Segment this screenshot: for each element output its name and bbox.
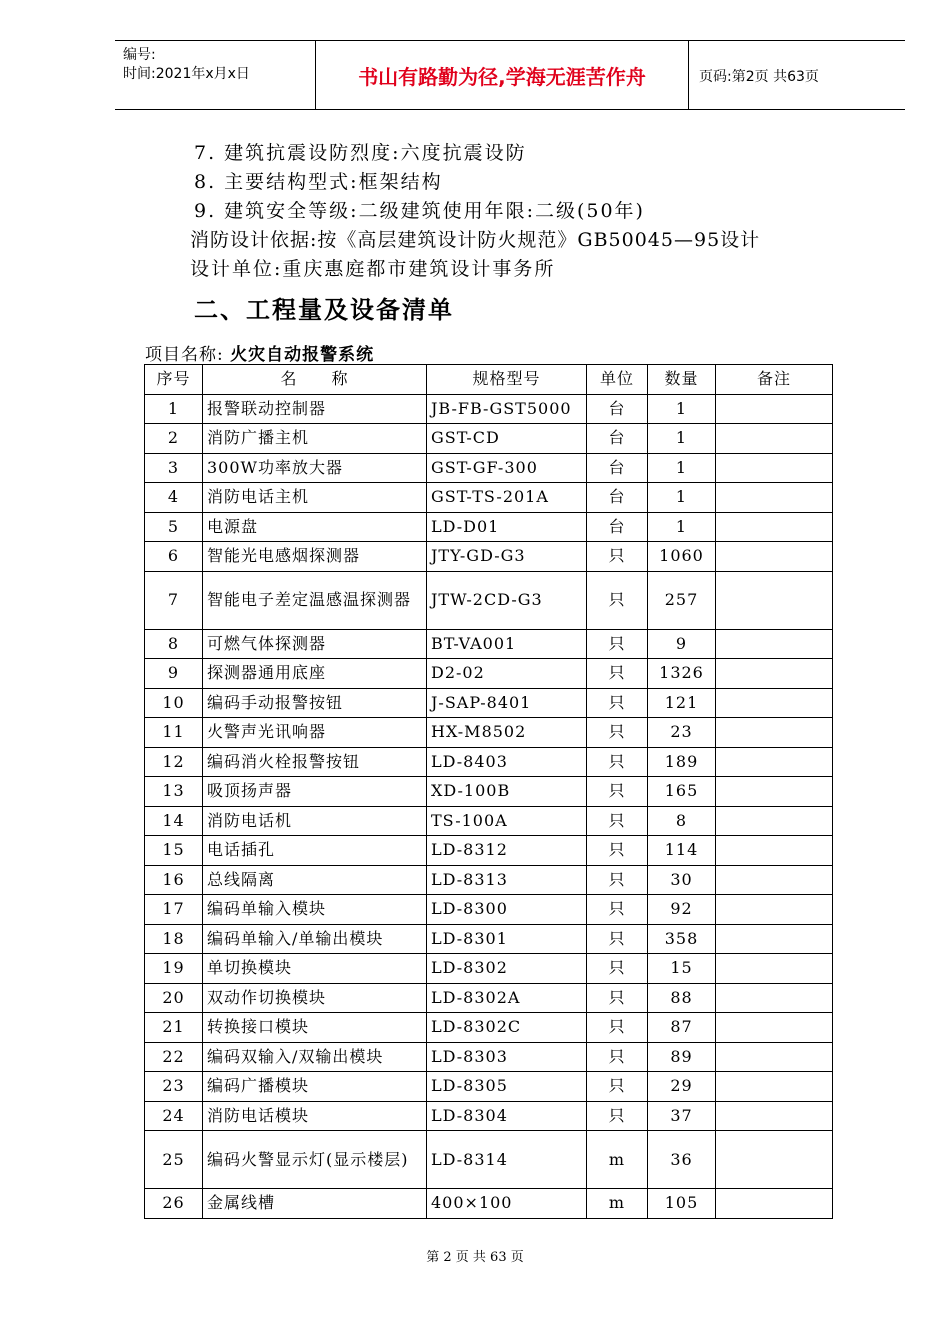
doc-number-label: 编号:	[123, 47, 156, 63]
cell-model: 400×100	[427, 1189, 587, 1219]
cell-unit: 只	[587, 718, 648, 748]
table-row	[145, 424, 833, 454]
col-header-remarks: 备注	[716, 365, 833, 395]
cell-unit: 只	[587, 688, 648, 718]
table-row	[145, 542, 833, 572]
cell-quantity: 121	[648, 688, 716, 718]
cell-remarks	[716, 895, 833, 925]
cell-unit: 只	[587, 629, 648, 659]
cell-index: 16	[145, 865, 203, 895]
cell-unit: 台	[587, 483, 648, 513]
cell-remarks	[716, 571, 833, 629]
col-header-index: 序号	[145, 365, 203, 395]
table-row	[145, 1131, 833, 1189]
table-row	[145, 1072, 833, 1102]
cell-name: 消防电话模块	[203, 1101, 427, 1131]
cell-unit: 只	[587, 659, 648, 689]
cell-index: 26	[145, 1189, 203, 1219]
table-row	[145, 1189, 833, 1219]
design-unit: 设计单位:重庆惠庭都市建筑设计事务所	[190, 258, 556, 280]
cell-model: LD-8305	[427, 1072, 587, 1102]
cell-model: XD-100B	[427, 777, 587, 807]
cell-unit: m	[587, 1189, 648, 1219]
cell-model: JTW-2CD-G3	[427, 571, 587, 629]
project-name-line	[145, 340, 374, 365]
cell-index: 1	[145, 394, 203, 424]
header-motto: 书山有路勤为径,学海无涯苦作舟	[358, 65, 646, 89]
cell-model: GST-TS-201A	[427, 483, 587, 513]
cell-unit: 只	[587, 777, 648, 807]
cell-unit: 台	[587, 453, 648, 483]
table-row	[145, 1101, 833, 1131]
cell-model: LD-8314	[427, 1131, 587, 1189]
table-row	[145, 394, 833, 424]
spec-line-8: 8. 主要结构型式:框架结构	[194, 171, 443, 193]
table-row	[145, 836, 833, 866]
project-label: 项目名称:	[145, 345, 224, 365]
cell-name: 编码双输入/双输出模块	[203, 1042, 427, 1072]
cell-name: 双动作切换模块	[203, 983, 427, 1013]
table-row	[145, 718, 833, 748]
cell-index: 7	[145, 571, 203, 629]
cell-unit: 台	[587, 512, 648, 542]
cell-unit: 台	[587, 394, 648, 424]
cell-model: JB-FB-GST5000	[427, 394, 587, 424]
cell-remarks	[716, 1131, 833, 1189]
cell-quantity: 89	[648, 1042, 716, 1072]
table-row	[145, 1042, 833, 1072]
cell-quantity: 114	[648, 836, 716, 866]
cell-model: JTY-GD-G3	[427, 542, 587, 572]
cell-index: 11	[145, 718, 203, 748]
cell-remarks	[716, 424, 833, 454]
cell-unit: 只	[587, 1101, 648, 1131]
cell-name: 可燃气体探测器	[203, 629, 427, 659]
cell-remarks	[716, 1042, 833, 1072]
cell-unit: 只	[587, 954, 648, 984]
cell-quantity: 1326	[648, 659, 716, 689]
cell-name: 编码单输入/单输出模块	[203, 924, 427, 954]
cell-name: 编码手动报警按钮	[203, 688, 427, 718]
cell-index: 3	[145, 453, 203, 483]
table-row	[145, 659, 833, 689]
cell-name: 吸顶扬声器	[203, 777, 427, 807]
cell-index: 4	[145, 483, 203, 513]
cell-index: 9	[145, 659, 203, 689]
project-name: 火灾自动报警系统	[230, 345, 375, 365]
cell-model: TS-100A	[427, 806, 587, 836]
cell-index: 23	[145, 1072, 203, 1102]
cell-remarks	[716, 777, 833, 807]
cell-name: 报警联动控制器	[203, 394, 427, 424]
cell-model: GST-CD	[427, 424, 587, 454]
table-row	[145, 954, 833, 984]
cell-quantity: 189	[648, 747, 716, 777]
cell-unit: 只	[587, 865, 648, 895]
cell-name: 总线隔离	[203, 865, 427, 895]
cell-quantity: 15	[648, 954, 716, 984]
cell-index: 6	[145, 542, 203, 572]
cell-quantity: 1060	[648, 542, 716, 572]
cell-quantity: 1	[648, 512, 716, 542]
cell-quantity: 8	[648, 806, 716, 836]
cell-name: 转换接口模块	[203, 1013, 427, 1043]
cell-quantity: 87	[648, 1013, 716, 1043]
cell-name: 单切换模块	[203, 954, 427, 984]
cell-name: 消防电话机	[203, 806, 427, 836]
cell-quantity: 358	[648, 924, 716, 954]
cell-quantity: 257	[648, 571, 716, 629]
table-row	[145, 865, 833, 895]
cell-quantity: 23	[648, 718, 716, 748]
cell-index: 20	[145, 983, 203, 1013]
table-row	[145, 512, 833, 542]
cell-remarks	[716, 1189, 833, 1219]
table-row	[145, 924, 833, 954]
cell-name: 编码消火栓报警按钮	[203, 747, 427, 777]
col-header-quantity: 数量	[648, 365, 716, 395]
table-row	[145, 688, 833, 718]
spec-line-7: 7. 建筑抗震设防烈度:六度抗震设防	[194, 142, 527, 164]
cell-model: LD-8301	[427, 924, 587, 954]
cell-unit: 台	[587, 424, 648, 454]
cell-remarks	[716, 718, 833, 748]
table-row	[145, 629, 833, 659]
cell-remarks	[716, 1013, 833, 1043]
cell-quantity: 37	[648, 1101, 716, 1131]
cell-remarks	[716, 1101, 833, 1131]
doc-time-label: 时间:2021年x月x日	[123, 66, 250, 82]
cell-quantity: 30	[648, 865, 716, 895]
cell-model: LD-8313	[427, 865, 587, 895]
cell-unit: 只	[587, 542, 648, 572]
cell-remarks	[716, 1072, 833, 1102]
cell-model: GST-GF-300	[427, 453, 587, 483]
cell-quantity: 1	[648, 483, 716, 513]
table-row	[145, 983, 833, 1013]
cell-model: D2-02	[427, 659, 587, 689]
cell-model: LD-D01	[427, 512, 587, 542]
cell-index: 10	[145, 688, 203, 718]
cell-index: 2	[145, 424, 203, 454]
cell-model: LD-8302A	[427, 983, 587, 1013]
table-row	[145, 747, 833, 777]
cell-unit: 只	[587, 806, 648, 836]
cell-model: LD-8303	[427, 1042, 587, 1072]
cell-model: LD-8302	[427, 954, 587, 984]
cell-name: 编码广播模块	[203, 1072, 427, 1102]
header-left-cell	[115, 41, 316, 109]
cell-remarks	[716, 865, 833, 895]
page-footer: 第 2 页 共 63 页	[426, 1250, 524, 1265]
cell-index: 15	[145, 836, 203, 866]
table-row	[145, 571, 833, 629]
cell-quantity: 1	[648, 394, 716, 424]
cell-unit: 只	[587, 983, 648, 1013]
cell-unit: 只	[587, 1072, 648, 1102]
table-row	[145, 777, 833, 807]
cell-unit: 只	[587, 836, 648, 866]
equipment-table	[144, 364, 833, 1219]
cell-unit: 只	[587, 571, 648, 629]
cell-model: HX-M8502	[427, 718, 587, 748]
cell-index: 14	[145, 806, 203, 836]
cell-name: 电话插孔	[203, 836, 427, 866]
cell-name: 编码单输入模块	[203, 895, 427, 925]
cell-remarks	[716, 659, 833, 689]
cell-quantity: 1	[648, 424, 716, 454]
cell-remarks	[716, 394, 833, 424]
cell-quantity: 88	[648, 983, 716, 1013]
cell-unit: m	[587, 1131, 648, 1189]
fire-design-basis: 消防设计依据:按《高层建筑设计防火规范》GB50045—95设计	[190, 229, 761, 251]
cell-index: 5	[145, 512, 203, 542]
cell-name: 电源盘	[203, 512, 427, 542]
cell-index: 8	[145, 629, 203, 659]
col-header-name: 名 称	[203, 365, 427, 395]
table-header-row	[145, 365, 833, 395]
cell-unit: 只	[587, 895, 648, 925]
cell-remarks	[716, 483, 833, 513]
cell-name: 金属线槽	[203, 1189, 427, 1219]
cell-model: LD-8312	[427, 836, 587, 866]
cell-index: 19	[145, 954, 203, 984]
cell-quantity: 36	[648, 1131, 716, 1189]
cell-quantity: 9	[648, 629, 716, 659]
cell-remarks	[716, 924, 833, 954]
page-header	[115, 40, 905, 110]
table-row	[145, 806, 833, 836]
cell-name: 300W功率放大器	[203, 453, 427, 483]
cell-index: 21	[145, 1013, 203, 1043]
cell-unit: 只	[587, 747, 648, 777]
cell-model: LD-8403	[427, 747, 587, 777]
cell-remarks	[716, 836, 833, 866]
cell-index: 13	[145, 777, 203, 807]
cell-index: 18	[145, 924, 203, 954]
cell-name: 消防广播主机	[203, 424, 427, 454]
cell-remarks	[716, 983, 833, 1013]
cell-name: 编码火警显示灯(显示楼层)	[203, 1131, 427, 1189]
col-header-unit: 单位	[587, 365, 648, 395]
table-row	[145, 453, 833, 483]
cell-remarks	[716, 688, 833, 718]
cell-model: LD-8304	[427, 1101, 587, 1131]
cell-model: LD-8300	[427, 895, 587, 925]
cell-index: 25	[145, 1131, 203, 1189]
table-row	[145, 895, 833, 925]
col-header-model: 规格型号	[427, 365, 587, 395]
spec-line-9: 9. 建筑安全等级:二级建筑使用年限:二级(50年)	[194, 200, 645, 222]
cell-remarks	[716, 542, 833, 572]
header-page-info: 页码:第2页 共63页	[699, 69, 819, 85]
header-right-cell	[689, 41, 905, 109]
cell-quantity: 92	[648, 895, 716, 925]
cell-unit: 只	[587, 1042, 648, 1072]
cell-name: 火警声光讯响器	[203, 718, 427, 748]
cell-remarks	[716, 747, 833, 777]
table-row	[145, 1013, 833, 1043]
cell-remarks	[716, 806, 833, 836]
cell-index: 12	[145, 747, 203, 777]
cell-name: 探测器通用底座	[203, 659, 427, 689]
cell-index: 17	[145, 895, 203, 925]
cell-quantity: 165	[648, 777, 716, 807]
cell-quantity: 1	[648, 453, 716, 483]
header-middle-cell	[316, 41, 689, 109]
cell-unit: 只	[587, 1013, 648, 1043]
cell-remarks	[716, 954, 833, 984]
cell-model: J-SAP-8401	[427, 688, 587, 718]
cell-quantity: 29	[648, 1072, 716, 1102]
cell-model: BT-VA001	[427, 629, 587, 659]
cell-index: 22	[145, 1042, 203, 1072]
cell-model: LD-8302C	[427, 1013, 587, 1043]
section-title: 二、工程量及设备清单	[194, 296, 454, 324]
cell-index: 24	[145, 1101, 203, 1131]
cell-remarks	[716, 453, 833, 483]
table-body	[145, 394, 833, 1218]
cell-quantity: 105	[648, 1189, 716, 1219]
cell-name: 消防电话主机	[203, 483, 427, 513]
table-row	[145, 483, 833, 513]
cell-name: 智能电子差定温感温探测器	[203, 571, 427, 629]
cell-remarks	[716, 629, 833, 659]
cell-unit: 只	[587, 924, 648, 954]
cell-name: 智能光电感烟探测器	[203, 542, 427, 572]
cell-remarks	[716, 512, 833, 542]
